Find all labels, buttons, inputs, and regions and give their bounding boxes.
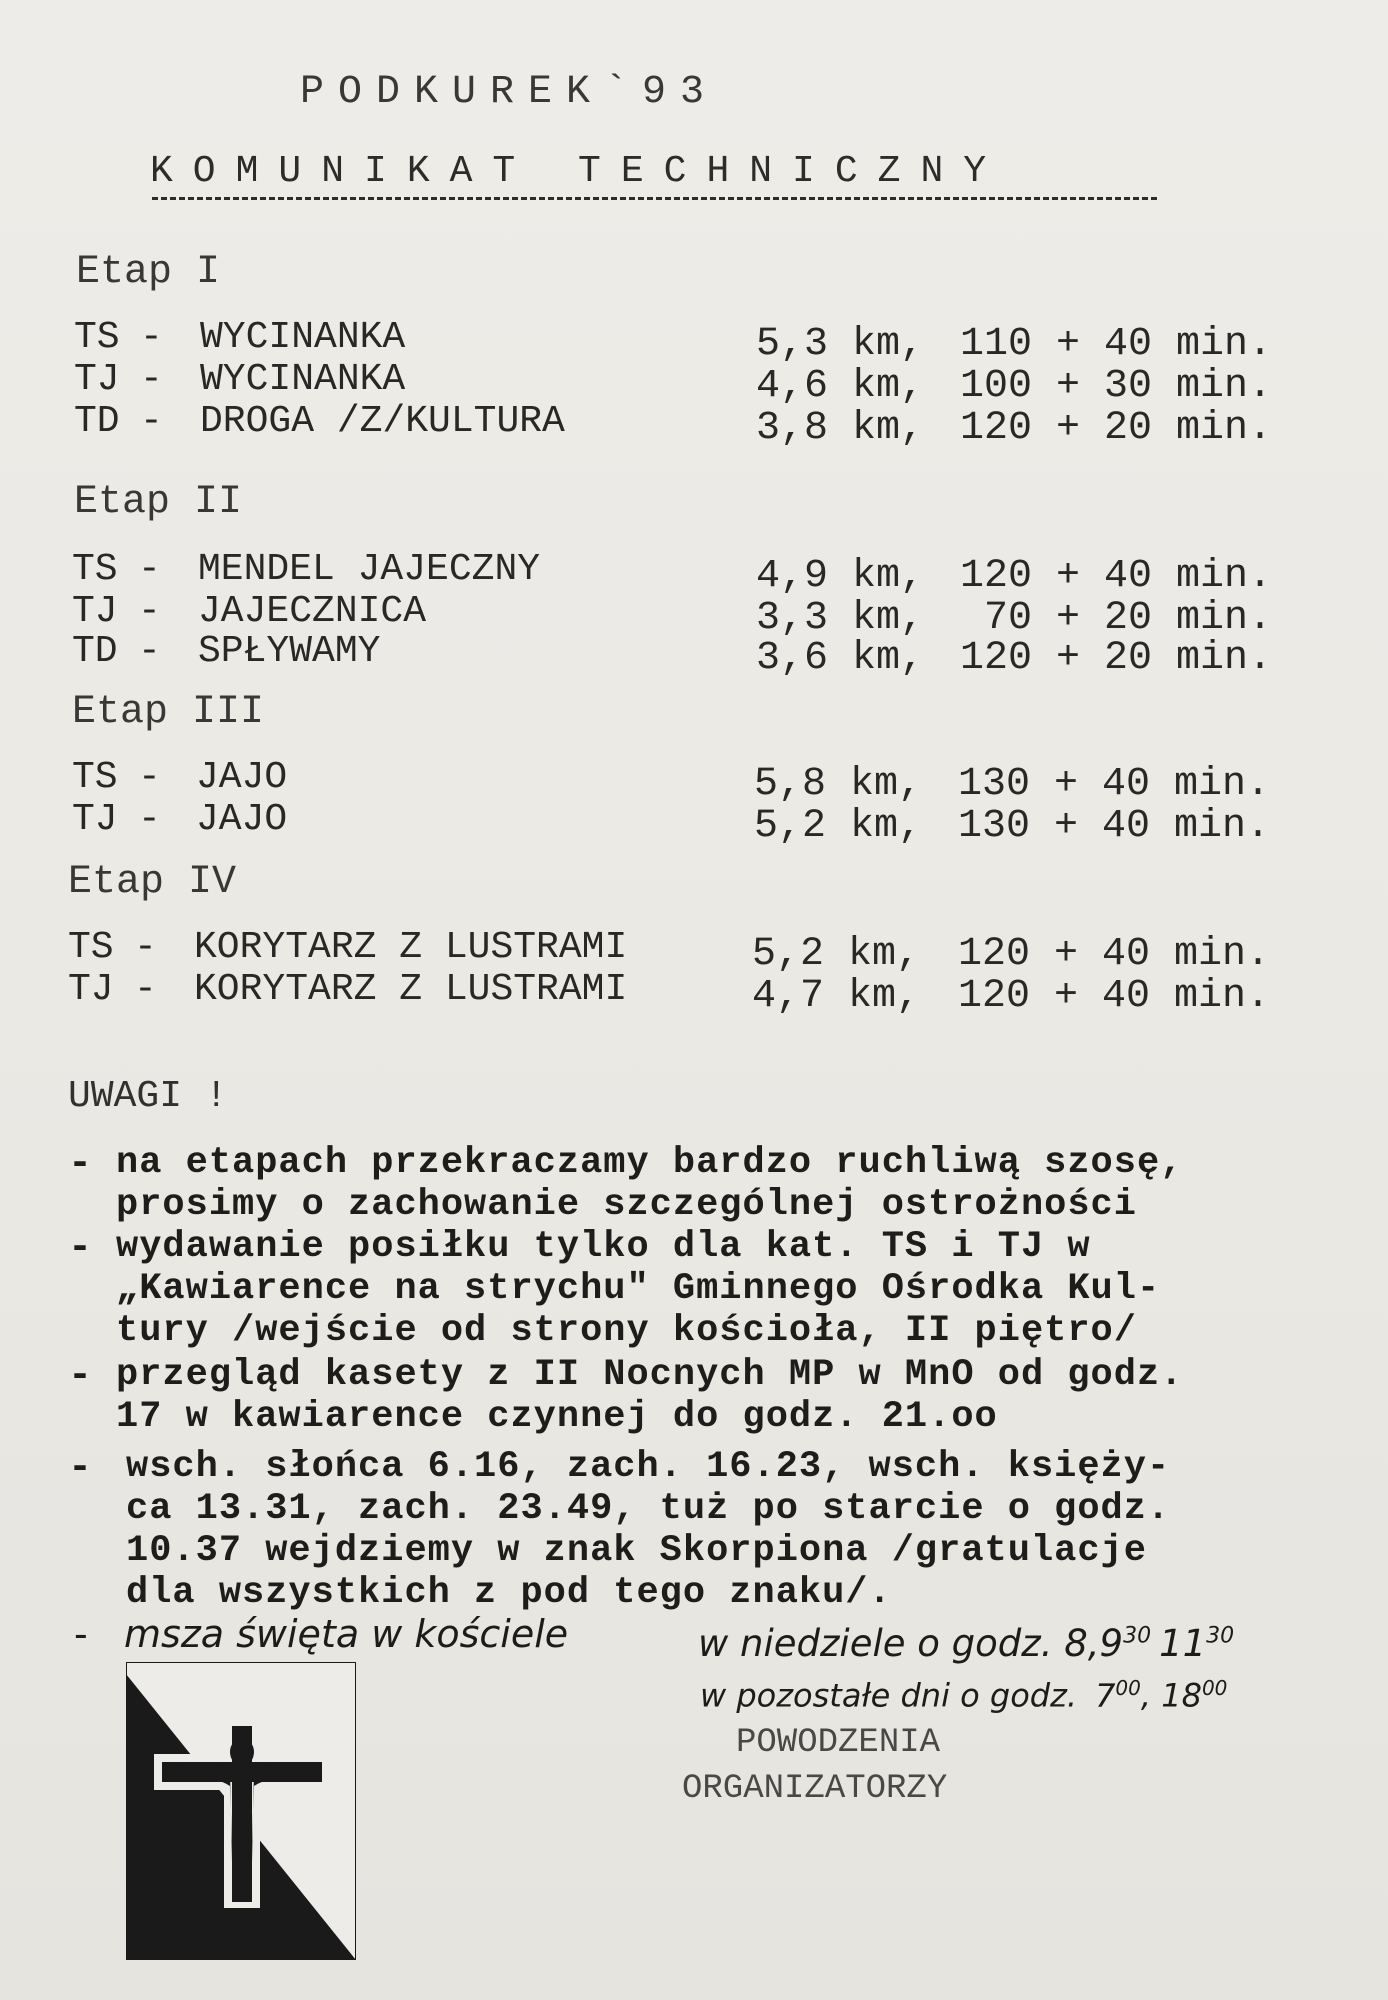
- route-time: 110 + 40 min.: [960, 322, 1273, 367]
- mass-time-hour: 9: [1099, 1622, 1124, 1665]
- stage-heading: Etap I: [76, 250, 221, 295]
- route-row: [0, 756, 1388, 807]
- route-dash: -: [138, 630, 161, 673]
- notes-heading: UWAGI !: [68, 1075, 228, 1118]
- route-category: TS: [72, 548, 118, 591]
- route-row: [0, 798, 1388, 849]
- route-distance: 4,7 km,: [752, 974, 921, 1019]
- note-bullet: -: [68, 1142, 93, 1187]
- route-row: [0, 630, 1388, 681]
- closing-greeting: POWODZENIA: [736, 1724, 941, 1762]
- route-time: 130 + 40 min.: [958, 762, 1271, 807]
- route-distance: 3,6 km,: [756, 636, 925, 681]
- mass-intro-handwritten: msza święta w kościele: [124, 1612, 569, 1656]
- document-title: PODKUREK`93: [300, 70, 719, 115]
- route-dash: -: [138, 798, 161, 841]
- mass-time-hour: 11: [1159, 1622, 1207, 1665]
- route-name: JAJO: [196, 756, 288, 799]
- route-name: DROGA /Z/KULTURA: [200, 400, 565, 443]
- mass-time-minutes: 00: [1201, 1676, 1228, 1700]
- route-category: TJ: [68, 968, 114, 1011]
- route-name: SPŁYWAMY: [198, 630, 381, 673]
- route-time: 120 + 40 min.: [958, 974, 1271, 1019]
- route-distance: 3,3 km,: [756, 596, 925, 641]
- route-category: TS: [74, 316, 120, 359]
- route-dash: -: [140, 316, 163, 359]
- route-row: [0, 590, 1388, 641]
- route-distance: 4,6 km,: [756, 364, 925, 409]
- note-line: przegląd kasety z II Nocnych MP w MnO od godz.: [116, 1354, 1184, 1396]
- route-row: [0, 400, 1388, 451]
- route-dash: -: [134, 926, 157, 969]
- route-name: WYCINANKA: [200, 316, 406, 359]
- route-distance: 3,8 km,: [756, 406, 925, 451]
- crucifix-logo-icon: [126, 1662, 356, 1960]
- note-line: dla wszystkich z pod tego znaku/.: [126, 1572, 892, 1614]
- route-row: [0, 548, 1388, 599]
- route-category: TS: [68, 926, 114, 969]
- mass-sunday-prefix: w niedziele o godz. 8,: [698, 1622, 1100, 1665]
- note-line: 17 w kawiarence czynnej do godz. 21.oo: [116, 1396, 998, 1438]
- mass-time-minutes: 00: [1115, 1676, 1141, 1700]
- note-line: prosimy o zachowanie szczególnej ostrożności: [116, 1184, 1137, 1226]
- mass-time-hour: 7: [1095, 1676, 1116, 1715]
- closing-signature: ORGANIZATORZY: [682, 1770, 948, 1808]
- note-line: na etapach przekraczamy bardzo ruchliwą szosę,: [116, 1142, 1184, 1184]
- stage-heading: Etap IV: [68, 860, 237, 905]
- document-subtitle: KOMUNIKAT TECHNICZNY: [150, 150, 1007, 193]
- mass-time-hour: 18: [1161, 1676, 1202, 1715]
- mass-time-minutes: 30: [1123, 1623, 1152, 1649]
- route-category: TD: [74, 400, 120, 443]
- route-row: [0, 358, 1388, 409]
- route-name: MENDEL JAJECZNY: [198, 548, 541, 591]
- route-category: TJ: [74, 358, 120, 401]
- note-bullet: -: [68, 1354, 93, 1399]
- route-row: [0, 926, 1388, 977]
- route-dash: -: [138, 590, 161, 633]
- route-name: KORYTARZ Z LUSTRAMI: [194, 926, 628, 969]
- route-dash: -: [138, 548, 161, 591]
- route-time: 120 + 20 min.: [960, 406, 1273, 451]
- route-name: KORYTARZ Z LUSTRAMI: [194, 968, 628, 1011]
- mass-weekday-times: [700, 1676, 1227, 1715]
- route-distance: 5,2 km,: [754, 804, 923, 849]
- route-distance: 5,3 km,: [756, 322, 925, 367]
- route-distance: 5,8 km,: [754, 762, 923, 807]
- mass-time-minutes: 30: [1206, 1623, 1235, 1649]
- note-line: wsch. słońca 6.16, zach. 16.23, wsch. księży-: [126, 1446, 1171, 1488]
- route-dash: -: [140, 358, 163, 401]
- note-bullet: -: [68, 1226, 93, 1271]
- route-time: 120 + 20 min.: [960, 636, 1273, 681]
- route-category: TS: [72, 756, 118, 799]
- mass-time-separator: ,: [1140, 1676, 1162, 1715]
- route-row: [0, 316, 1388, 367]
- route-name: JAJECZNICA: [198, 590, 427, 633]
- subtitle-underline: [152, 197, 1157, 200]
- route-time: 120 + 40 min.: [960, 554, 1273, 599]
- route-row: [0, 968, 1388, 1019]
- route-dash: -: [140, 400, 163, 443]
- note-line: 10.37 wejdziemy w znak Skorpiona /gratulacje: [126, 1530, 1147, 1572]
- stage-heading: Etap II: [74, 480, 243, 525]
- route-time: 130 + 40 min.: [958, 804, 1271, 849]
- note-line: wydawanie posiłku tylko dla kat. TS i TJ w: [116, 1226, 1091, 1268]
- route-dash: -: [138, 756, 161, 799]
- mass-sunday-times: [698, 1622, 1234, 1665]
- logo-figure-head: [230, 1738, 254, 1766]
- route-category: TJ: [72, 798, 118, 841]
- route-time: 120 + 40 min.: [958, 932, 1271, 977]
- route-category: TD: [72, 630, 118, 673]
- note-line: ca 13.31, zach. 23.49, tuż po starcie o godz.: [126, 1488, 1171, 1530]
- route-name: JAJO: [196, 798, 288, 841]
- route-dash: -: [134, 968, 157, 1011]
- mass-weekday-prefix: w pozostałe dni o godz.: [700, 1676, 1078, 1715]
- route-time: 100 + 30 min.: [960, 364, 1273, 409]
- route-name: WYCINANKA: [200, 358, 406, 401]
- note-bullet: -: [68, 1446, 93, 1491]
- note-line: „Kawiarence na strychu" Gminnego Ośrodka Kul-: [116, 1268, 1161, 1310]
- stage-heading: Etap III: [72, 690, 265, 735]
- note-bullet-handwritten: -: [74, 1612, 88, 1656]
- route-category: TJ: [72, 590, 118, 633]
- route-distance: 4,9 km,: [756, 554, 925, 599]
- note-line: tury /wejście od strony kościoła, II piętro/: [116, 1310, 1137, 1352]
- route-time: 70 + 20 min.: [960, 596, 1273, 641]
- route-distance: 5,2 km,: [752, 932, 921, 977]
